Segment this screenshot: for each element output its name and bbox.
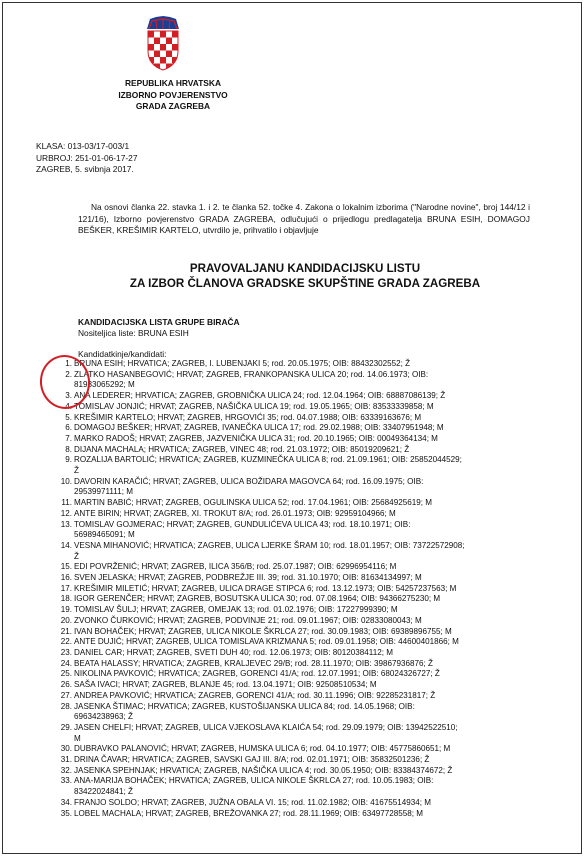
croatian-coat-of-arms-icon [145, 15, 181, 71]
candidate-details: SVEN JELASKA; HRVAT; ZAGREB, PODBREŽJE III. 39; rod. 31.10.1970; OIB: 81634134997; M [74, 573, 422, 583]
shield-square [154, 51, 160, 58]
institution-block [97, 78, 253, 113]
candidate-number: 33. [60, 776, 72, 786]
list-holder: Nositeljica liste: BRUNA ESIH [78, 328, 189, 338]
candidate-item [62, 637, 532, 648]
shield-square [166, 44, 172, 51]
candidate-item [62, 359, 532, 370]
candidate-details: JASEN CHELFI; HRVAT; ZAGREB, ULICA VJEKOSLAVA KLAIĆA 54; rod. 29.09.1979; OIB: 13942522510; M [74, 722, 458, 743]
shield-square [166, 51, 172, 58]
shield-square [166, 31, 172, 38]
institution-line-2: IZBORNO POVJERENSTVO [118, 89, 228, 100]
shield-square [160, 44, 166, 51]
candidate-details: ANTE DUJIĆ; HRVAT; ZAGREB, ULICA TOMISLAVA KRIZMANA 5; rod. 09.01.1958; OIB: 44600401866; M [74, 637, 459, 647]
candidate-item [62, 573, 532, 584]
candidate-number: 20. [60, 615, 72, 625]
candidate-item [62, 702, 532, 723]
shield-square [166, 38, 172, 45]
candidate-item [62, 520, 532, 541]
intro-text: Na osnovi članka 22. stavka 1. i 2. te članka 52. točke 4. Zakona o lokalnim izborima ("Narodne novine", broj 144/12 i 121/16), Izborno povjerenstvo GRADA ZAGREBA, odlučujući o prijedlogu predlagatelja BRUNA ESIH, DOMAGOJ BEŠKER, KREŠIMIR KARTELO, utvrdilo je, prihvatilo i objavljuje [78, 202, 530, 236]
candidate-item [62, 723, 532, 744]
candidate-number: 29. [60, 722, 72, 732]
candidate-item [62, 605, 532, 616]
candidate-details: BRUNA ESIH; HRVATICA; ZAGREB, I. LUBENJAKI 5; rod. 20.05.1975; OIB: 88432302552; Ž [74, 359, 411, 368]
document-meta [36, 141, 137, 176]
candidate-number: 17. [60, 583, 72, 593]
candidate-item [62, 776, 532, 797]
candidate-number: 3. [65, 391, 72, 401]
intro-paragraph [78, 202, 530, 237]
candidate-number: 35. [60, 808, 72, 818]
candidate-item [62, 445, 532, 456]
candidate-number: 16. [60, 573, 72, 583]
candidate-number: 22. [60, 637, 72, 647]
shield-square [154, 31, 160, 38]
candidate-details: MARTIN BABIĆ; HRVAT; ZAGREB, OGULINSKA ULICA 52; rod. 17.04.1961; OIB: 25684925619; M [74, 498, 432, 508]
title-line-2: ZA IZBOR ČLANOVA GRADSKE SKUPŠTINE GRADA ZAGREBA [129, 277, 481, 290]
candidate-details: ANDREA PAVKOVIĆ; HRVATICA; ZAGREB, GORENCI 41/A; rod. 30.11.1996; OIB: 92285231817; Ž [74, 690, 436, 700]
candidate-details: DANIEL CAR; HRVAT; ZAGREB, SVETI DUH 40; rod. 12.06.1973; OIB: 80120384112; M [74, 647, 393, 657]
candidate-number: 1. [65, 359, 72, 368]
candidate-details: BEATA HALASSY; HRVATICA; ZAGREB, KRALJEVEC 29/B; rod. 28.11.1970; OIB: 39867936876; Ž [74, 658, 433, 668]
candidate-details: VESNA MIHANOVIĆ; HRVATICA; ZAGREB, ULICA LJERKE ŠRAM 10; rod. 18.01.1957; OIB: 73722572908; Ž [74, 540, 465, 561]
candidate-item [62, 584, 532, 595]
institution-line-1: REPUBLIKA HRVATSKA [124, 78, 221, 88]
candidate-number: 25. [60, 669, 72, 679]
candidate-details: IGOR GERENČER; HRVAT; ZAGREB, BOSUTSKA ULICA 30; rod. 07.08.1964; OIB: 94366275230; M [74, 594, 441, 604]
shield-square [172, 38, 178, 45]
candidate-item [62, 541, 532, 562]
shield-square [154, 44, 160, 51]
candidate-item [62, 477, 532, 498]
candidate-number: 6. [65, 423, 72, 433]
candidate-number: 19. [60, 605, 72, 615]
candidate-details: ANTE BIRIN; HRVAT; ZAGREB, XI. TROKUT 8/A; rod. 26.01.1973; OIB: 92959104966; M [74, 508, 396, 518]
shield-square [148, 38, 154, 45]
candidate-item [62, 391, 532, 402]
candidate-details: LOBEL MACHALA; HRVAT; ZAGREB, BREŽOVANKA 27; rod. 28.11.1969; OIB: 63497728558; M [74, 808, 423, 818]
candidate-details: DRINA ČAVAR; HRVATICA; ZAGREB, SAVSKI GAJ III. 8/A; rod. 02.01.1971; OIB: 35832501236; Ž [74, 755, 430, 765]
candidate-item [62, 455, 532, 476]
candidate-item [62, 755, 532, 766]
candidates-heading: Kandidatkinje/kandidati: [78, 349, 167, 359]
candidate-item [62, 680, 532, 691]
candidate-item [62, 809, 532, 820]
candidate-item [62, 691, 532, 702]
candidate-item [62, 498, 532, 509]
candidate-number: 31. [60, 755, 72, 765]
candidate-number: 18. [60, 594, 72, 604]
shield-square [172, 31, 178, 38]
candidate-item [62, 370, 532, 391]
candidate-details: MARKO RADOŠ; HRVAT; ZAGREB, JAZVENIČKA ULICA 31; rod. 20.10.1965; OIB: 00049364134; M [74, 433, 438, 443]
shield-square [160, 31, 166, 38]
klasa-line: KLASA: 013-03/17-003/1 [36, 141, 130, 151]
place-date-line: ZAGREB, 5. svibnja 2017. [36, 164, 134, 175]
candidate-number: 15. [60, 562, 72, 572]
candidate-details: ROZALIJA BARTOLIĆ; HRVATICA; ZAGREB, KUZMINEČKA ULICA 8; rod. 21.09.1961; OIB: 25852044529; Ž [74, 455, 462, 476]
candidate-details: ZLATKO HASANBEGOVIĆ; HRVAT; ZAGREB, FRANKOPANSKA ULICA 20; rod. 14.06.1973; OIB: 81983065292; M [74, 369, 429, 390]
candidate-details: JASENKA SPEHNJAK; HRVATICA; ZAGREB, NAŠIČKA ULICA 4; rod. 30.05.1950; OIB: 83384374672; Ž [74, 765, 453, 775]
candidate-item [62, 616, 532, 627]
candidate-details: KREŠIMIR MILETIĆ; HRVAT; ZAGREB, ULICA DRAGE STIPCA 6; rod. 13.12.1973; OIB: 54257237563; M [74, 583, 457, 593]
candidate-number: 13. [60, 519, 72, 529]
candidate-item [62, 562, 532, 573]
shield-square [166, 57, 172, 64]
shield-square [160, 51, 166, 58]
candidate-details: EDI POVRŽENIĆ; HRVAT; ZAGREB, ILICA 356/B; rod. 25.07.1987; OIB: 62996954116; M [74, 562, 397, 572]
candidate-details: KREŠIMIR KARTELO; HRVAT; ZAGREB, HRGOVIĆI 35; rod. 04.07.1988; OIB: 63339163676; M [74, 412, 422, 422]
candidate-number: 21. [60, 626, 72, 636]
candidate-item [62, 798, 532, 809]
shield-square [160, 57, 166, 64]
candidate-details: DUBRAVKO PALANOVIĆ; HRVAT; ZAGREB, HUMSKA ULICA 6; rod. 04.10.1977; OIB: 45775860651; M [74, 744, 451, 754]
list-title: KANDIDACIJSKA LISTA GRUPE BIRAČA [78, 317, 240, 327]
shield-square [172, 44, 178, 51]
candidate-number: 23. [60, 647, 72, 657]
candidate-details: ANA LEDERER; HRVATICA; ZAGREB, GROBNIČKA ULICA 24; rod. 12.04.1964; OIB: 68887086139; Ž [74, 391, 446, 401]
candidate-details: NIKOLINA PAVKOVIĆ; HRVATICA; ZAGREB, GORENCI 41/A; rod. 12.07.1991; OIB: 68024326727; Ž [74, 669, 440, 679]
candidate-details: TOMISLAV JONJIĆ; HRVAT; ZAGREB, NAŠIČKA ULICA 19; rod. 19.05.1965; OIB: 83533339858; M [74, 401, 434, 411]
candidate-number: 27. [60, 690, 72, 700]
candidate-item [62, 402, 532, 413]
candidate-details: IVAN BOHAČEK; HRVAT; ZAGREB, ULICA NIKOLE ŠKRLCA 27; rod. 30.09.1983; OIB: 69389896755; M [74, 626, 452, 636]
candidate-details: DOMAGOJ BEŠKER; HRVAT; ZAGREB, IVANEČKA ULICA 17; rod. 29.02.1988; OIB: 33407951948; M [74, 423, 444, 433]
candidate-item [62, 766, 532, 777]
candidate-item [62, 423, 532, 434]
shield-square [154, 57, 160, 64]
candidate-number: 26. [60, 680, 72, 690]
title-line-1: PRAVOVALJANU KANDIDACIJSKU LISTU [189, 262, 421, 275]
candidate-number: 12. [60, 508, 72, 518]
candidate-details: DIJANA MACHALA; HRVATICA; ZAGREB, VINEC 48; rod. 21.03.1972; OIB: 85019209621; Ž [74, 444, 410, 454]
candidate-number: 34. [60, 797, 72, 807]
candidate-number: 4. [65, 401, 72, 411]
institution-line-3: GRADA ZAGREBA [135, 101, 211, 111]
candidate-item [62, 627, 532, 638]
candidate-details: DAVORIN KARAČIĆ; HRVAT; ZAGREB, ULICA BOŽIDARA MAGOVCA 64; rod. 16.09.1975; OIB: 29539971111; M [74, 476, 424, 497]
crest-crown [147, 16, 179, 29]
candidate-item [62, 509, 532, 520]
candidate-item [62, 434, 532, 445]
candidate-item [62, 648, 532, 659]
candidate-details: TOMISLAV ŠULJ; HRVAT; ZAGREB, OMEJAK 13; rod. 01.02.1976; OIB: 17227999390; M [74, 605, 398, 615]
shield-square [148, 44, 154, 51]
candidate-details: JASENKA ŠTIMAC; HRVATICA; ZAGREB, KUSTOŠIJANSKA ULICA 84; rod. 14.05.1968; OIB: 69634238963; Ž [74, 701, 415, 722]
candidate-number: 11. [61, 498, 72, 508]
candidate-list [62, 359, 532, 819]
urbroj-line: URBROJ: 251-01-06-17-27 [36, 152, 138, 163]
candidate-number: 14. [60, 540, 72, 550]
candidate-number: 2. [65, 369, 72, 379]
candidate-number: 7. [65, 433, 72, 443]
candidate-number: 32. [60, 765, 72, 775]
candidate-number: 30. [60, 744, 72, 754]
candidate-number: 5. [65, 412, 72, 422]
candidate-number: 28. [60, 701, 72, 711]
candidate-item [62, 594, 532, 605]
document-title [78, 261, 532, 291]
candidate-details: SAŠA IVACI; HRVAT; ZAGREB, BLANJE 45; rod. 13.04.1971; OIB: 92508510534; M [74, 680, 377, 690]
candidate-number: 9. [65, 455, 72, 465]
candidate-details: TOMISLAV GOJMERAC; HRVAT; ZAGREB, GUNDULIĆEVA ULICA 43; rod. 18.10.1971; OIB: 56989465091; M [74, 519, 411, 540]
shield-square [154, 38, 160, 45]
candidate-details: ANA-MARIJA BOHAČEK; HRVATICA; ZAGREB, ULICA NIKOLE ŠKRLCA 27; rod. 10.05.1983; OIB: 83422024841; Ž [74, 776, 434, 797]
shield-square [160, 38, 166, 45]
candidate-details: ZVONKO ČURKOVIĆ; HRVAT; ZAGREB, PODVINJE 21; rod. 09.01.1967; OIB: 02833080043; M [74, 615, 422, 625]
candidate-item [62, 744, 532, 755]
candidate-item [62, 669, 532, 680]
candidate-number: 24. [60, 658, 72, 668]
candidate-item [62, 413, 532, 424]
shield-square [148, 31, 154, 38]
candidate-number: 10. [60, 476, 72, 486]
candidate-item [62, 659, 532, 670]
candidate-details: FRANJO SOLDO; HRVAT; ZAGREB, JUŽNA OBALA VI. 15; rod. 11.02.1982; OIB: 41675514934; M [74, 797, 432, 807]
candidate-number: 8. [65, 444, 72, 454]
